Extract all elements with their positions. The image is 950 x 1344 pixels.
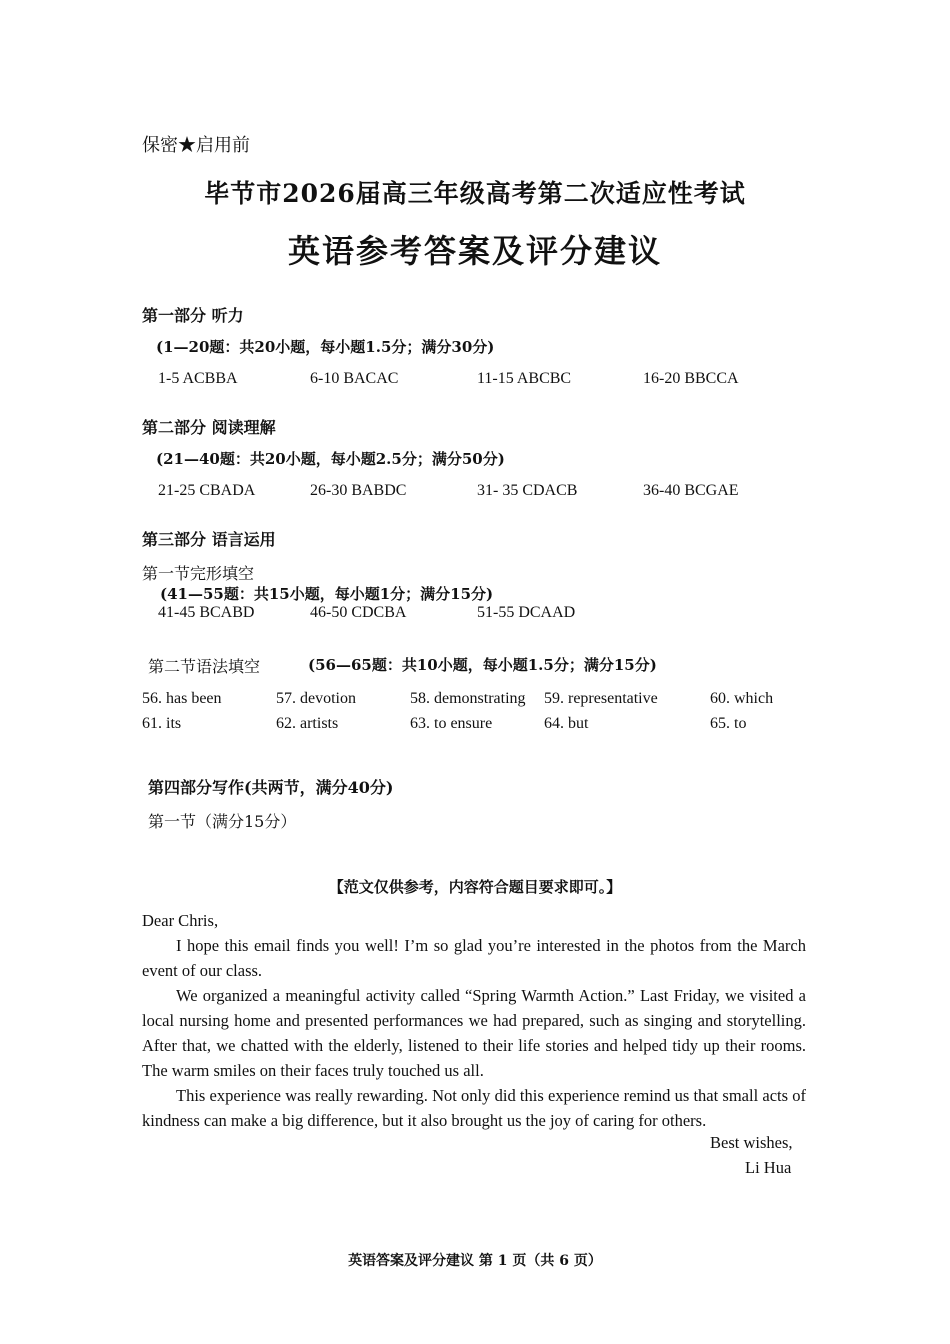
grammar-answer: 65. to (710, 715, 747, 732)
cloze-note: (41—55题：共15小题，每小题1分；满分15分) (160, 585, 494, 603)
part1-heading: 第一部分 听力 (142, 306, 244, 325)
grammar-answer: 59. representative (544, 690, 658, 707)
part2-answer-3: 31- 35 CDACB (477, 482, 578, 499)
grammar-note: (56—65题：共10小题，每小题1.5分；满分15分) (308, 656, 657, 674)
sample-note: 【范文仅供参考，内容符合题目要求即可。】 (328, 878, 622, 896)
cloze-answer-2: 46-50 CDCBA (310, 604, 407, 621)
confidential-mark: 保密★启用前 (142, 135, 250, 156)
grammar-heading: 第二节语法填空 (148, 657, 261, 676)
part2-answer-2: 26-30 BABDC (310, 482, 407, 499)
letter-paragraph-3: This experience was really rewarding. Not only did this experience remind us that small acts of kindness can make a big difference, but it also brought us the joy of caring for others. (142, 1086, 806, 1130)
part4-heading: 第四部分写作(共两节，满分40分) (148, 778, 394, 797)
part1-answer-3: 11-15 ABCBC (477, 370, 572, 387)
part1-answer-1: 1-5 ACBBA (158, 370, 238, 387)
part2-answer-1: 21-25 CBADA (158, 482, 256, 499)
document-title: 英语参考答案及评分建议 (287, 232, 662, 270)
grammar-answer: 64. but (544, 715, 589, 732)
grammar-answer: 62. artists (276, 715, 339, 732)
part2-heading: 第二部分 阅读理解 (142, 418, 276, 437)
cloze-answer-1: 41-45 BCABD (158, 604, 255, 621)
grammar-answer: 58. demonstrating (410, 690, 526, 707)
grammar-answer: 60. which (710, 690, 774, 707)
letter-paragraph-1: I hope this email finds you well! I’m so glad you’re interested in the photos from the March event of our class. (142, 936, 806, 980)
letter-signature: Li Hua (745, 1158, 792, 1177)
letter-paragraph-2: We organized a meaningful activity called “Spring Warmth Action.” Last Friday, we visited a local nursing home and presented performances we had prepared, such as singing and storytelling. After that, we chatted with the elderly, listened to their life stories and helped tidy up their rooms. The warm smiles on their faces truly touched us all. (142, 986, 806, 1080)
part1-answer-2: 6-10 BACAC (310, 370, 399, 387)
grammar-answer: 57. devotion (276, 690, 356, 707)
part2-answer-4: 36-40 BCGAE (643, 482, 739, 499)
grammar-answer: 61. its (142, 715, 182, 732)
grammar-answer: 56. has been (142, 690, 222, 707)
cloze-answer-3: 51-55 DCAAD (477, 604, 576, 621)
grammar-answer: 63. to ensure (410, 715, 493, 732)
part2-note: (21—40题：共20小题，每小题2.5分；满分50分) (156, 450, 505, 468)
sample-letter (142, 908, 806, 1133)
part3-heading: 第三部分 语言运用 (142, 530, 276, 549)
writing-section1-heading: 第一节（满分15分） (148, 812, 297, 831)
part1-note: (1—20题：共20小题，每小题1.5分；满分30分) (156, 338, 495, 356)
page-footer: 英语答案及评分建议 第 1 页（共 6 页） (348, 1253, 602, 1269)
cloze-heading: 第一节完形填空 (142, 564, 255, 583)
exam-title: 毕节市2026届高三年级高考第二次适应性考试 (204, 179, 746, 208)
letter-closing: Best wishes, (710, 1133, 793, 1152)
part1-answer-4: 16-20 BBCCA (643, 370, 739, 387)
letter-greeting: Dear Chris, (142, 911, 219, 930)
